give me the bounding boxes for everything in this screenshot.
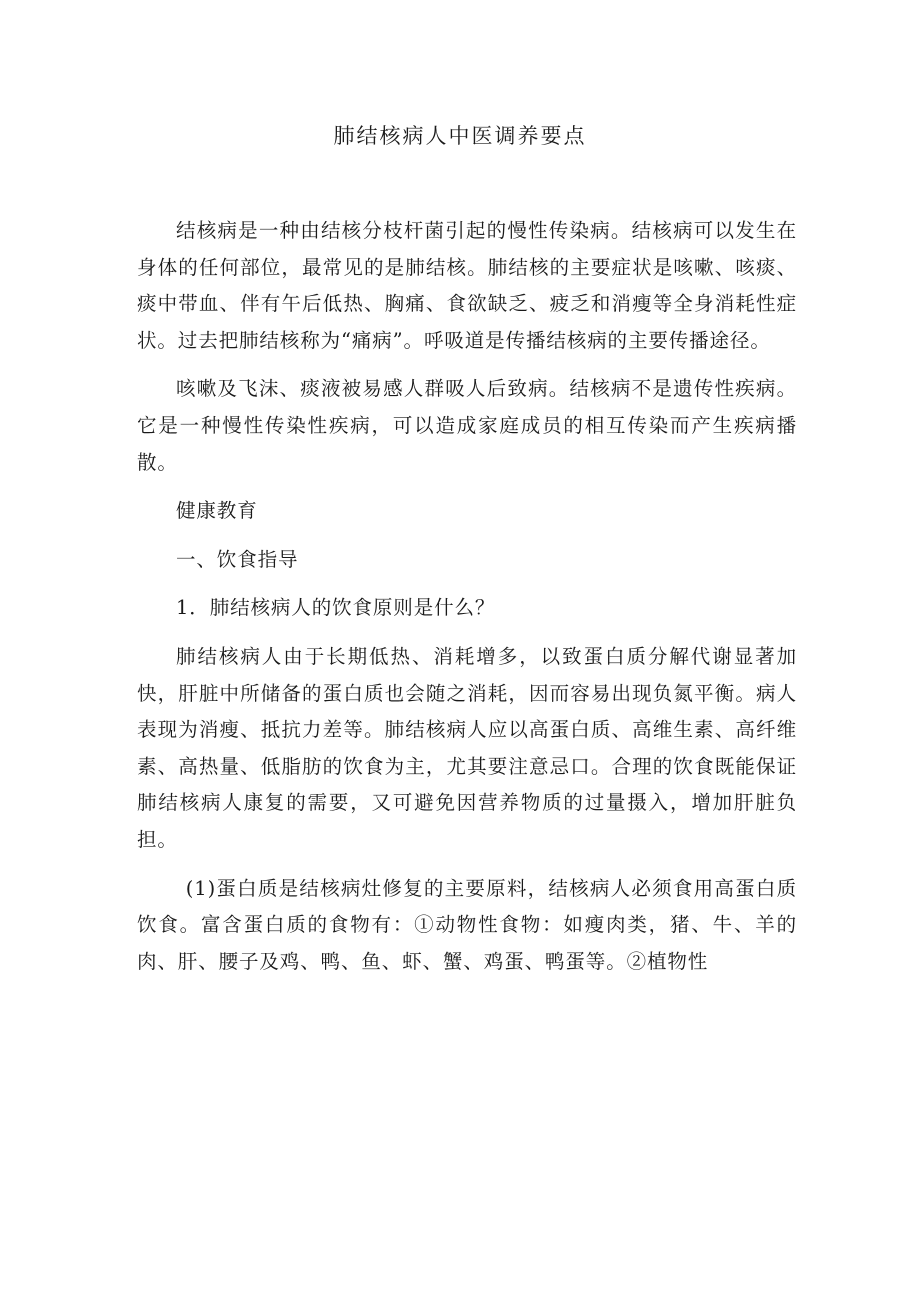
question-heading-diet-principle: 1．肺结核病人的饮食原则是什么？ <box>176 596 496 620</box>
subsection-heading-diet-guidance: 一、饮食指导 <box>176 547 299 571</box>
section-heading-health-education: 健康教育 <box>176 499 258 523</box>
document-body <box>137 213 797 980</box>
paragraph-transmission: 咳嗽及飞沫、痰液被易感人群吸人后致病。结核病不是遗传性疾病。它是一种慢性传染性疾病，可以造成家庭成员的相互传染而产生疾病播散。 <box>137 377 797 474</box>
paragraph-protein: (1)蛋白质是结核病灶修复的主要原料，结核病人必须食用高蛋白质饮食。富含蛋白质的食物有：①动物性食物：如瘦肉类，猪、牛、羊的肉、肝、腰子及鸡、鸭、鱼、虾、蟹、鸡蛋、鸭蛋等。②植物性 <box>137 876 797 973</box>
paragraph-diet-principle: 肺结核病人由于长期低热、消耗增多，以致蛋白质分解代谢显著加快，肝脏中所储备的蛋白质也会随之消耗，因而容易出现负氮平衡。病人表现为消瘦、抵抗力差等。肺结核病人应以高蛋白质、高维生素、高纤维素、高热量、低脂肪的饮食为主，尤其要注意忌口。合理的饮食既能保证肺结核病人康复的需要，又可避免因营养物质的过量摄入，增加肝脏负担。 <box>137 644 797 851</box>
document-title: 肺结核病人中医调养要点 <box>333 124 587 148</box>
paragraph-intro: 结核病是一种由结核分枝杆菌引起的慢性传染病。结核病可以发生在身体的任何部位，最常见的是肺结核。肺结核的主要症状是咳嗽、咳痰、痰中带血、伴有午后低热、胸痛、食欲缺乏、疲乏和消瘦等全身消耗性症状。过去把肺结核称为“痛病”。呼吸道是传播结核病的主要传播途径。 <box>137 219 797 352</box>
